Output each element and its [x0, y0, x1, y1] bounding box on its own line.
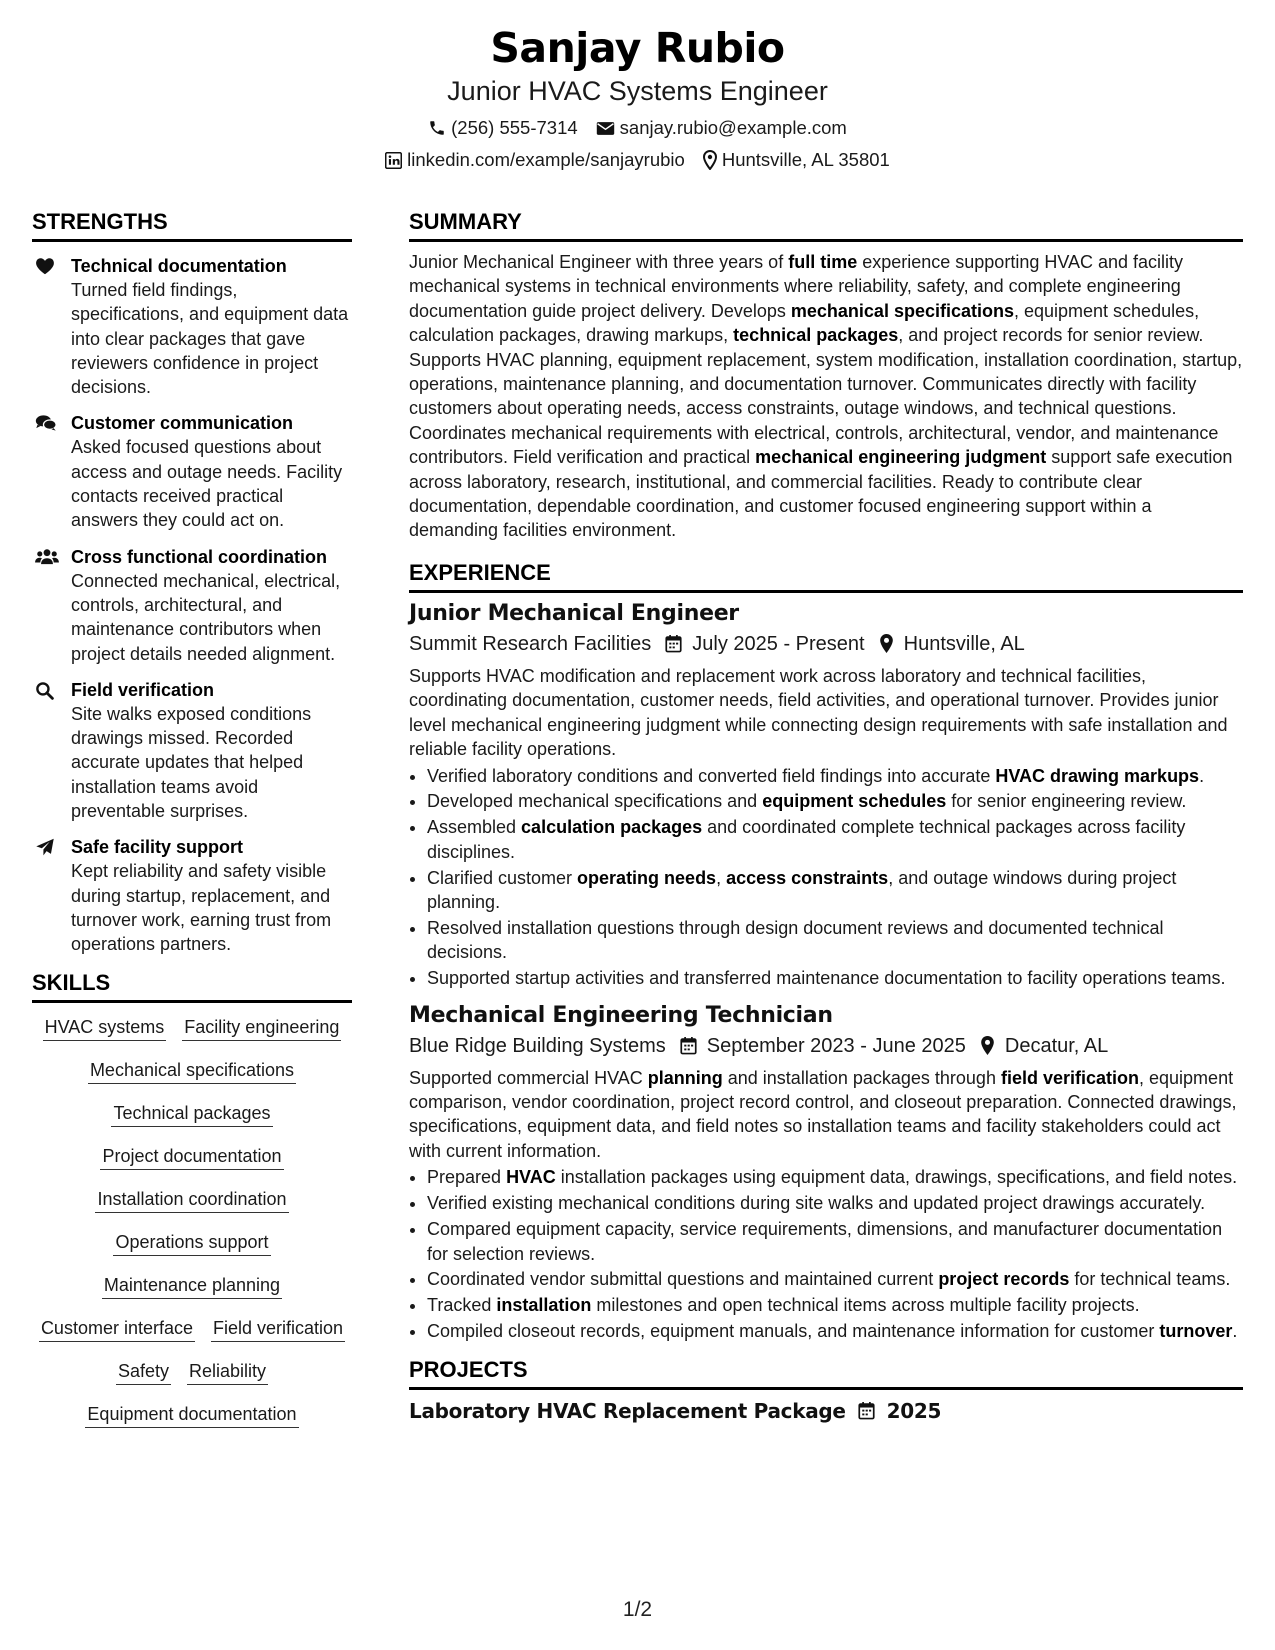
job-company: Blue Ridge Building Systems: [409, 1034, 666, 1057]
strength-item: [32, 678, 352, 823]
job-bullet: • Resolved installation questions through design document reviews and documented technical decisions.: [427, 916, 1243, 965]
map-marker-icon: [879, 633, 894, 654]
phone-text: (256) 555-7314: [451, 117, 578, 138]
phone-icon: [428, 119, 446, 137]
experience-heading: EXPERIENCE: [409, 559, 1243, 593]
strength-title: Technical documentation: [71, 256, 287, 276]
strength-title: Cross functional coordination: [71, 546, 328, 567]
candidate-name: Sanjay Rubio: [490, 24, 785, 72]
strength-title: Customer communication: [71, 413, 294, 434]
strength-item: [32, 411, 352, 532]
skill-tag: Project documentation: [100, 1144, 283, 1170]
job-bullet: • Clarified customer operating needs, access constraints, and outage windows during project planning.: [427, 866, 1243, 915]
skill-tag: Operations support: [113, 1230, 270, 1256]
skill-tag: Technical packages: [111, 1101, 272, 1127]
strength-title: Safe facility support: [71, 837, 244, 858]
resume-header: [0, 22, 1275, 172]
strength-desc: Turned field findings, specifications, and equipment data into clear packages that gave reviewers confidence in project decisions.: [71, 280, 349, 398]
skill-tag: Facility engineering: [182, 1015, 341, 1041]
skill-tag: Safety: [116, 1359, 171, 1385]
skill-tag: Installation coordination: [95, 1187, 288, 1213]
strengths-heading: STRENGTHS: [32, 208, 352, 242]
calendar-icon: [680, 1036, 697, 1055]
linkedin-icon: [385, 152, 402, 169]
job-company: Summit Research Facilities: [409, 632, 652, 655]
skill-tag: Mechanical specifications: [88, 1058, 296, 1084]
skill-tag: Equipment documentation: [85, 1402, 298, 1428]
strength-desc: Asked focused questions about access and outage needs. Facility contacts received practical answers they could act on.: [71, 437, 343, 531]
project-title: Laboratory HVAC Replacement Package: [409, 1398, 846, 1423]
comments-icon: [35, 414, 57, 432]
job-description: Supported commercial HVAC planning and installation packages through field verification, equipment comparison, vendor coordination, project record control, and closeout preparation. Connected drawings, specifications, equipment data, and field notes so installation teams and facility stakeholders could act with current information.: [409, 1067, 1237, 1161]
skills-heading: SKILLS: [32, 969, 352, 1003]
project-year: 2025: [886, 1398, 942, 1423]
left-column: [32, 208, 352, 1428]
job-bullet: • Compiled closeout records, equipment manuals, and maintenance information for customer turnover.: [427, 1319, 1243, 1343]
skill-tag: Customer interface: [39, 1316, 195, 1342]
job-dates: July 2025 - Present: [692, 632, 865, 655]
job-bullet: • Developed mechanical specifications and equipment schedules for senior engineering review.: [427, 789, 1243, 813]
linkedin-contact[interactable]: [385, 148, 685, 172]
map-marker-icon: [980, 1035, 995, 1056]
job-bullet: • Tracked installation milestones and open technical items across multiple facility projects.: [427, 1293, 1243, 1317]
job-dates: September 2023 - June 2025: [706, 1034, 966, 1057]
strengths-list: [32, 254, 352, 957]
job-bullets: [409, 1165, 1243, 1343]
job-bullets: [409, 764, 1243, 991]
skill-tag: HVAC systems: [43, 1015, 167, 1041]
users-icon: [35, 548, 59, 565]
job-bullet: • Assembled calculation packages and coordinated complete technical packages across facility disciplines.: [427, 815, 1243, 864]
strength-item: [32, 545, 352, 666]
job-entry: [409, 599, 1243, 991]
skill-tag: Field verification: [211, 1316, 345, 1342]
job-entry: [409, 1001, 1243, 1344]
job-meta: [409, 1032, 1243, 1060]
job-description: Supports HVAC modification and replacement work across laboratory and technical facilities, coordinating documentation, customer needs, field activities, and operational turnover. Provides junior level mechanical engineering judgment while connecting design requirements with safe installation and reliable facility operations.: [409, 665, 1228, 760]
skill-tag: Maintenance planning: [102, 1273, 282, 1299]
paper-plane-icon: [35, 838, 55, 857]
calendar-icon: [858, 1401, 875, 1420]
project-entry: [409, 1397, 1243, 1425]
calendar-icon: [665, 634, 682, 653]
contact-row-1: [0, 116, 1275, 140]
map-marker-icon: [703, 150, 717, 170]
location-text: Huntsville, AL 35801: [721, 149, 890, 170]
heart-icon: [35, 257, 55, 275]
job-bullet: • Verified existing mechanical conditions during site walks and updated project drawings accurately.: [427, 1191, 1243, 1215]
right-column: [409, 208, 1243, 1425]
location-contact: [703, 148, 890, 172]
strength-title: Field verification: [71, 679, 215, 700]
job-bullet: • Verified laboratory conditions and converted field findings into accurate HVAC drawing markups.: [427, 764, 1243, 788]
job-bullet: • Supported startup activities and transferred maintenance documentation to facility operations teams.: [427, 966, 1243, 990]
linkedin-text: linkedin.com/example/sanjayrubio: [407, 149, 685, 170]
job-location: Huntsville, AL: [903, 632, 1025, 655]
job-title: Junior Mechanical Engineer: [409, 600, 739, 626]
job-bullet: • Coordinated vendor submittal questions and maintained current project records for technical teams.: [427, 1267, 1243, 1291]
strength-desc: Kept reliability and safety visible during startup, replacement, and turnover work, earning trust from operations partners.: [71, 861, 332, 955]
strength-desc: Site walks exposed conditions drawings missed. Recorded accurate updates that helped installation teams avoid preventable surprises.: [71, 703, 312, 822]
email-contact[interactable]: [596, 116, 847, 140]
candidate-role: Junior HVAC Systems Engineer: [447, 76, 828, 106]
strength-item: [32, 254, 352, 399]
search-icon: [35, 681, 54, 700]
envelope-icon: [596, 121, 615, 136]
projects-heading: PROJECTS: [409, 1356, 1243, 1390]
phone-contact[interactable]: [428, 116, 578, 140]
summary-heading: SUMMARY: [409, 208, 1243, 242]
job-title: Mechanical Engineering Technician: [409, 1002, 833, 1028]
strength-desc: Connected mechanical, electrical, controls, architectural, and maintenance contributors when project details needed alignment.: [71, 570, 341, 664]
strength-item: [32, 835, 352, 956]
job-bullet: • Prepared HVAC installation packages using equipment data, drawings, specifications, and field notes.: [427, 1165, 1243, 1189]
skills-list: [32, 1015, 352, 1428]
email-text: sanjay.rubio@example.com: [619, 117, 847, 138]
job-bullet: • Compared equipment capacity, service requirements, dimensions, and manufacturer documentation for selection reviews.: [427, 1217, 1243, 1266]
skill-tag: Reliability: [187, 1359, 268, 1385]
page-number: 1/2: [622, 1598, 653, 1621]
contact-row-2: [0, 148, 1275, 172]
job-meta: [409, 630, 1243, 658]
summary-text: Junior Mechanical Engineer with three years of full time experience supporting HVAC and facility mechanical systems in technical environments where reliability, safety, and complete engineering documentation guide project delivery. Develops mechanical specifications, equipment schedules, calculation packages, drawing markups, technical packages, and project records for senior review. Supports HVAC planning, equipment replacement, system modification, installation coordination, startup, operations, maintenance planning, and documentation turnover. Communicates directly with facility customers about operating needs, access constraints, outage windows, and technical questions. Coordinates mechanical requirements with electrical, controls, architectural, vendor, and maintenance contributors. Field verification and practical mechanical engineering judgment support safe execution across laboratory, research, institutional, and commercial facilities. Ready to contribute clear documentation, dependable coordination, and customer focused engineering support within a demanding facilities environment.: [409, 252, 1243, 541]
job-location: Decatur, AL: [1004, 1034, 1109, 1057]
